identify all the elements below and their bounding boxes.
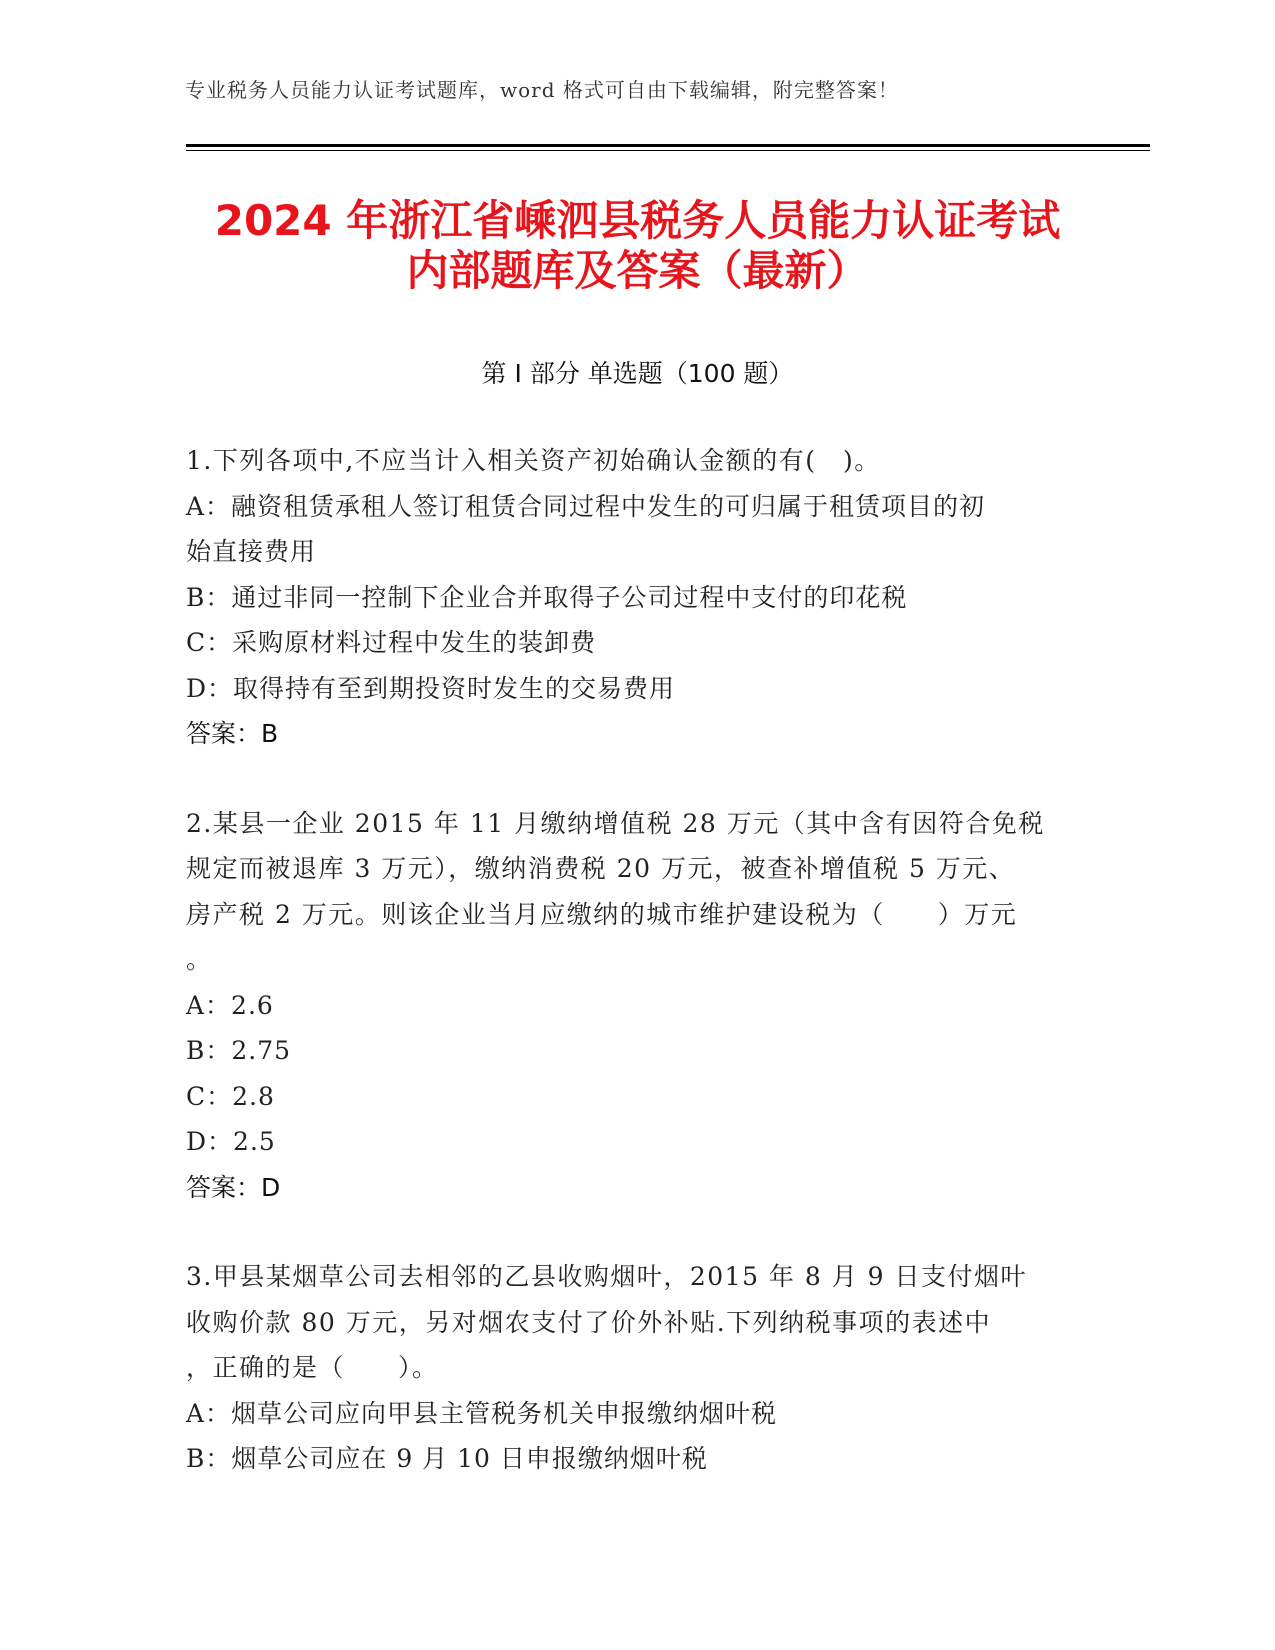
title-line-2: 内部题库及答案（最新）	[406, 246, 869, 295]
option-a: A：2.6	[186, 990, 274, 1020]
stem-line: 1.下列各项中,不应当计入相关资产初始确认金额的有( )。	[186, 446, 881, 475]
title-line-1: 2024 年浙江省嵊泗县税务人员能力认证考试	[214, 196, 1061, 245]
option-a: A：烟草公司应向甲县主管税务机关申报缴纳烟叶税	[186, 1398, 778, 1428]
option-b: B：2.75	[186, 1036, 292, 1065]
option-d: D：2.5	[186, 1127, 276, 1156]
option-b: B：通过非同一控制下企业合并取得子公司过程中支付的印花税	[186, 582, 908, 612]
option-d: D：取得持有至到期投资时发生的交易费用	[186, 673, 676, 703]
stem-line: ，正确的是（ ）。	[186, 1353, 439, 1382]
question-3	[186, 1254, 1066, 1482]
option-a: A：融资租赁承租人签订租赁合同过程中发生的可归属于租赁项目的初	[186, 491, 986, 521]
answer-label: 答案：B	[186, 719, 279, 748]
header-rule-thick	[186, 144, 1150, 147]
option-b: B：烟草公司应在 9 月 10 日申报缴纳烟叶税	[186, 1444, 708, 1473]
question-stem	[186, 1254, 1066, 1391]
stem-line: 房产税 2 万元。则该企业当月应缴纳的城市维护建设税为（ ）万元	[186, 899, 1018, 929]
stem-line: 收购价款 80 万元，另对烟农支付了价外补贴.下列纳税事项的表述中	[186, 1307, 992, 1337]
header-note: 专业税务人员能力认证考试题库，word 格式可自由下载编辑，附完整答案！	[185, 78, 899, 102]
stem-line: 。	[186, 945, 213, 974]
question-list	[186, 438, 1066, 1526]
header-rule-thin	[186, 150, 1150, 151]
question-options	[186, 1391, 1066, 1482]
question-2	[186, 801, 1066, 1211]
stem-line: 3.甲县某烟草公司去相邻的乙县收购烟叶，2015 年 8 月 9 日支付烟叶	[186, 1262, 1028, 1291]
question-1	[186, 438, 1066, 757]
option-c: C：2.8	[186, 1081, 275, 1111]
question-stem	[186, 438, 1066, 484]
question-options	[186, 983, 1066, 1165]
answer-label: 答案：D	[186, 1172, 281, 1202]
option-c: C：采购原材料过程中发生的装卸费	[186, 628, 597, 657]
stem-line: 规定而被退库 3 万元），缴纳消费税 20 万元，被查补增值税 5 万元、	[186, 854, 1016, 883]
option-a-continued: 始直接费用	[186, 537, 317, 566]
question-stem	[186, 801, 1066, 983]
document-title	[150, 196, 1125, 296]
stem-line: 2.某县一企业 2015 年 11 月缴纳增值税 28 万元（其中含有因符合免税	[186, 808, 1045, 838]
question-options	[186, 484, 1066, 712]
section-title: 第 I 部分 单选题（100 题）	[481, 359, 794, 388]
